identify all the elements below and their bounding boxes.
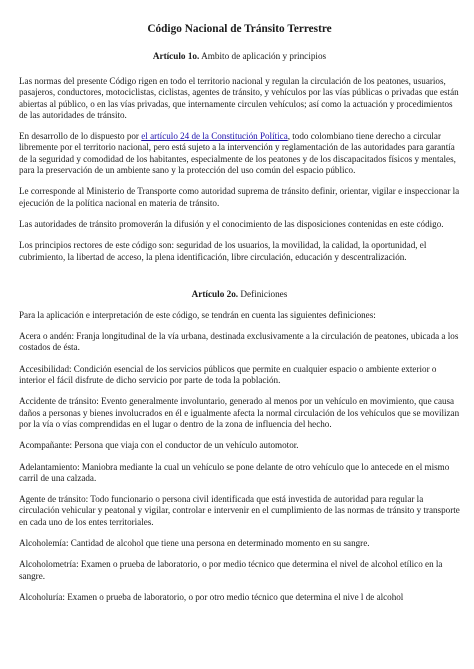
definition-item: Adelantamiento: Maniobra mediante la cual un vehículo se pone delante de otro vehículo que lo antecede en el mismo carril de una calzada.	[19, 461, 450, 483]
article-1-number: Artículo 1o.	[152, 51, 200, 61]
constitution-article-link[interactable]: el artículo 24 de la Constitución Política	[141, 131, 288, 142]
article-1-title: Ambito de aplicación y principios	[201, 51, 327, 61]
article-2-heading	[19, 288, 460, 300]
definition-item: Alcoholometría: Examen o prueba de laboratorio, o por medio técnico que determina el nivel de alcohol etílico en la sangre.	[19, 559, 443, 581]
article-1-paragraph-link	[19, 131, 460, 176]
article-2-title: Definiciones	[240, 288, 288, 299]
definition-item: Acompañante: Persona que viaja con el conductor de un vehículo automotor.	[19, 440, 299, 451]
article-1-paragraph: Las autoridades de tránsito promoverán la difusión y el conocimiento de las disposiciones contenidas en este código.	[19, 218, 444, 229]
definition-item: Accesibilidad: Condición esencial de los servicios públicos que permite en cualquier espacio o ambiente exterior o interior el fácil disfrute de dicho servicio por parte de toda la población.	[19, 363, 437, 386]
article-2-number: Artículo 2o.	[191, 288, 239, 299]
document-title: Código Nacional de Tránsito Terrestre	[147, 23, 332, 35]
definition-item: Agente de tránsito: Todo funcionario o persona civil identificada que está investida de autoridad para regular la circulación vehicular y peatonal y vigilar, controlar e intervenir en el cumplimiento de las normas de tránsito y transporte en cada uno de los entes territoriales.	[19, 494, 460, 527]
article-2-intro: Para la aplicación e interpretación de este código, se tendrán en cuenta las siguientes definiciones:	[19, 309, 376, 320]
article-1-paragraph: Le corresponde al Ministerio de Transporte como autoridad suprema de tránsito definir, orientar, vigilar e inspeccionar la ejecución de la política nacional en materia de tránsito.	[19, 186, 460, 208]
paragraph-text: , todo colombiano tiene derecho a circular libremente por el territorio nacional, pero está sujeto a la intervención y reglamentación de las autoridades para garantía de la seguridad y comodidad de los habitantes, especialmente de los peatones y de los discapacitados físicos y mentales, para la preservación de un ambiente sano y la protección del uso común del espacio público.	[19, 131, 456, 176]
definition-item: Accidente de tránsito: Evento generalmente involuntario, generado al menos por un vehículo en movimiento, que causa daños a personas y bienes involucrados en él e igualmente afecta la normal circulación de los vehículos que se movilizan por la vía o vías comprendidas en el lugar o dentro de la zona de influencia del hecho.	[19, 396, 460, 429]
definition-item: Alcoholemía: Cantidad de alcohol que tiene una persona en determinado momento en su sangre.	[19, 538, 370, 549]
paragraph-text: En desarrollo de lo dispuesto por	[19, 131, 142, 142]
definition-item: Acera o andén: Franja longitudinal de la vía urbana, destinada exclusivamente a la circulación de peatones, ubicada a los costados de ésta.	[19, 331, 459, 353]
article-1-paragraph: Los principios rectores de este código son: seguridad de los usuarios, la movilidad, la calidad, la oportunidad, el cubrimiento, la libertad de acceso, la plena identificación, libre circulación, educación y descentralización.	[19, 240, 427, 262]
article-1-paragraph: Las normas del presente Código rigen en todo el territorio nacional y regulan la circulación de los peatones, usuarios, pasajeros, conductores, motociclistas, ciclistas, agentes de tránsito, y vehículos por las vías públicas o privadas que están abiertas al público, o en las vías privadas, que internamente circulen vehículos; así como la actuación y procedimientos de las autoridades de tránsito.	[19, 76, 459, 120]
article-1-body	[19, 76, 460, 263]
definition-item: Alcoholuría: Examen o prueba de laboratorio, o por otro medio técnico que determina el nive l de alcohol	[19, 591, 404, 602]
article-2-body	[19, 310, 460, 603]
article-1-heading	[19, 50, 460, 62]
